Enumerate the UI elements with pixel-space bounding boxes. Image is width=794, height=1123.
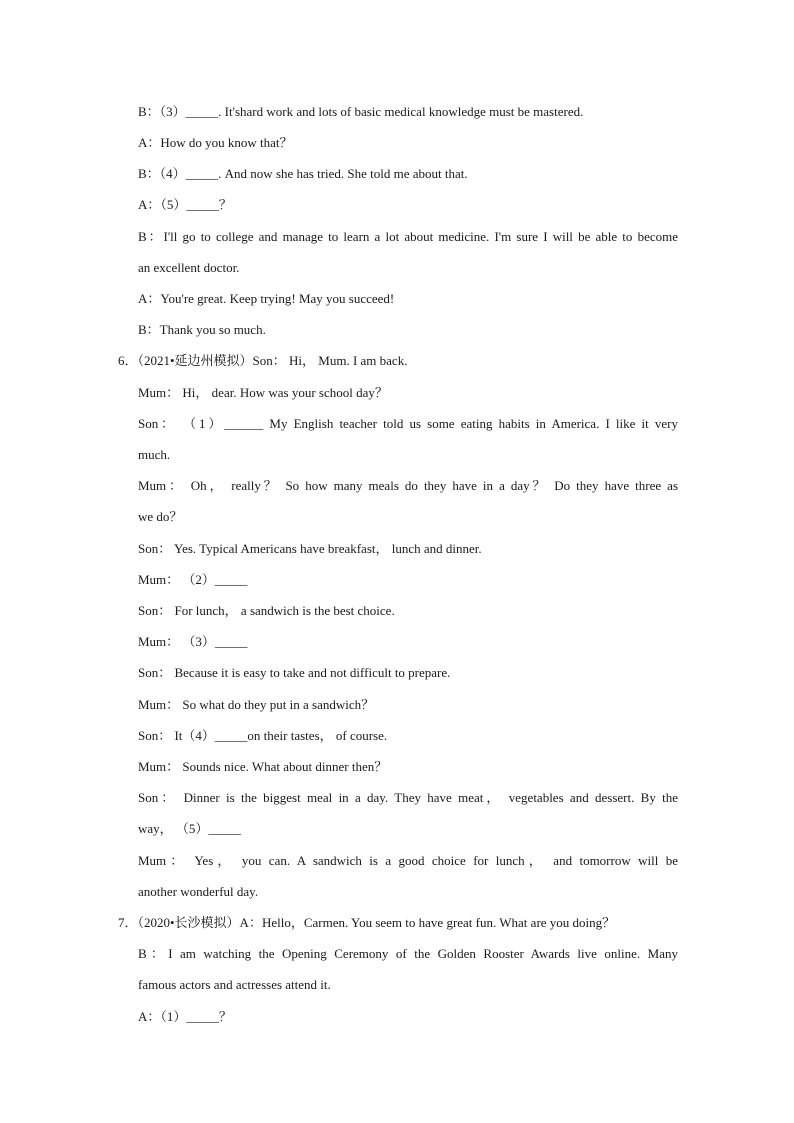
dialogue-line-continued: much. bbox=[138, 447, 171, 462]
dialogue-line-mum: Mum： Yes， you can. A sandwich is a good choice for lunch， and tomorrow will be bbox=[138, 853, 678, 868]
dialogue-line-mum: Mum： So what do they put in a sandwich？ bbox=[138, 697, 375, 712]
dialogue-line-b: B：Thank you so much. bbox=[138, 322, 266, 337]
dialogue-line-son: Son： Because it is easy to take and not difficult to prepare. bbox=[138, 665, 451, 680]
dialogue-line-b: B：I'll go to college and manage to learn a lot about medicine. I'm sure I will be able to become bbox=[138, 229, 678, 244]
dialogue-line-a1: A：（1）_____？ bbox=[138, 1009, 232, 1024]
question-6-heading: 6．（2021•延边州模拟）Son： Hi， Mum. I am back. bbox=[118, 353, 408, 368]
dialogue-line-continued5: way， （5）_____ bbox=[138, 821, 241, 836]
dialogue-line-b4: B：（4）_____. And now she has tried. She told me about that. bbox=[138, 166, 468, 181]
dialogue-line-continued: an excellent doctor. bbox=[138, 260, 240, 275]
dialogue-line-mum: Mum： Oh， really？ So how many meals do they have in a day？ Do they have three as bbox=[138, 478, 678, 493]
dialogue-line-son1: Son： （1）______ My English teacher told us some eating habits in America. I like it very bbox=[138, 416, 678, 431]
dialogue-line-continued: another wonderful day. bbox=[138, 884, 259, 899]
dialogue-line-continued: we do？ bbox=[138, 509, 183, 524]
dialogue-line-continued: famous actors and actresses attend it. bbox=[138, 977, 331, 992]
dialogue-line-mum: Mum： Sounds nice. What about dinner then？ bbox=[138, 759, 388, 774]
dialogue-line-a: A：You're great. Keep trying! May you succeed! bbox=[138, 291, 395, 306]
dialogue-line-a5: A：（5）_____？ bbox=[138, 197, 232, 212]
dialogue-line-mum2: Mum： （2）_____ bbox=[138, 572, 248, 587]
question-7-heading: 7．（2020•长沙模拟）A：Hello，Carmen. You seem to have great fun. What are you doing？ bbox=[118, 915, 616, 930]
dialogue-line-a: A：How do you know that？ bbox=[138, 135, 293, 150]
dialogue-line-b3: B：（3）_____. It'shard work and lots of basic medical knowledge must be mastered. bbox=[138, 104, 584, 119]
dialogue-line-son4: Son： It（4）_____on their tastes， of course. bbox=[138, 728, 388, 743]
dialogue-line-b: B：I am watching the Opening Ceremony of the Golden Rooster Awards live online. Many bbox=[138, 946, 678, 961]
dialogue-line-son: Son： Yes. Typical Americans have breakfast， lunch and dinner. bbox=[138, 541, 482, 556]
dialogue-line-son: Son： For lunch， a sandwich is the best choice. bbox=[138, 603, 395, 618]
dialogue-line-son: Son： Dinner is the biggest meal in a day. They have meat， vegetables and dessert. By the bbox=[138, 790, 678, 805]
dialogue-line-mum: Mum： Hi， dear. How was your school day？ bbox=[138, 385, 388, 400]
dialogue-line-mum3: Mum： （3）_____ bbox=[138, 634, 248, 649]
